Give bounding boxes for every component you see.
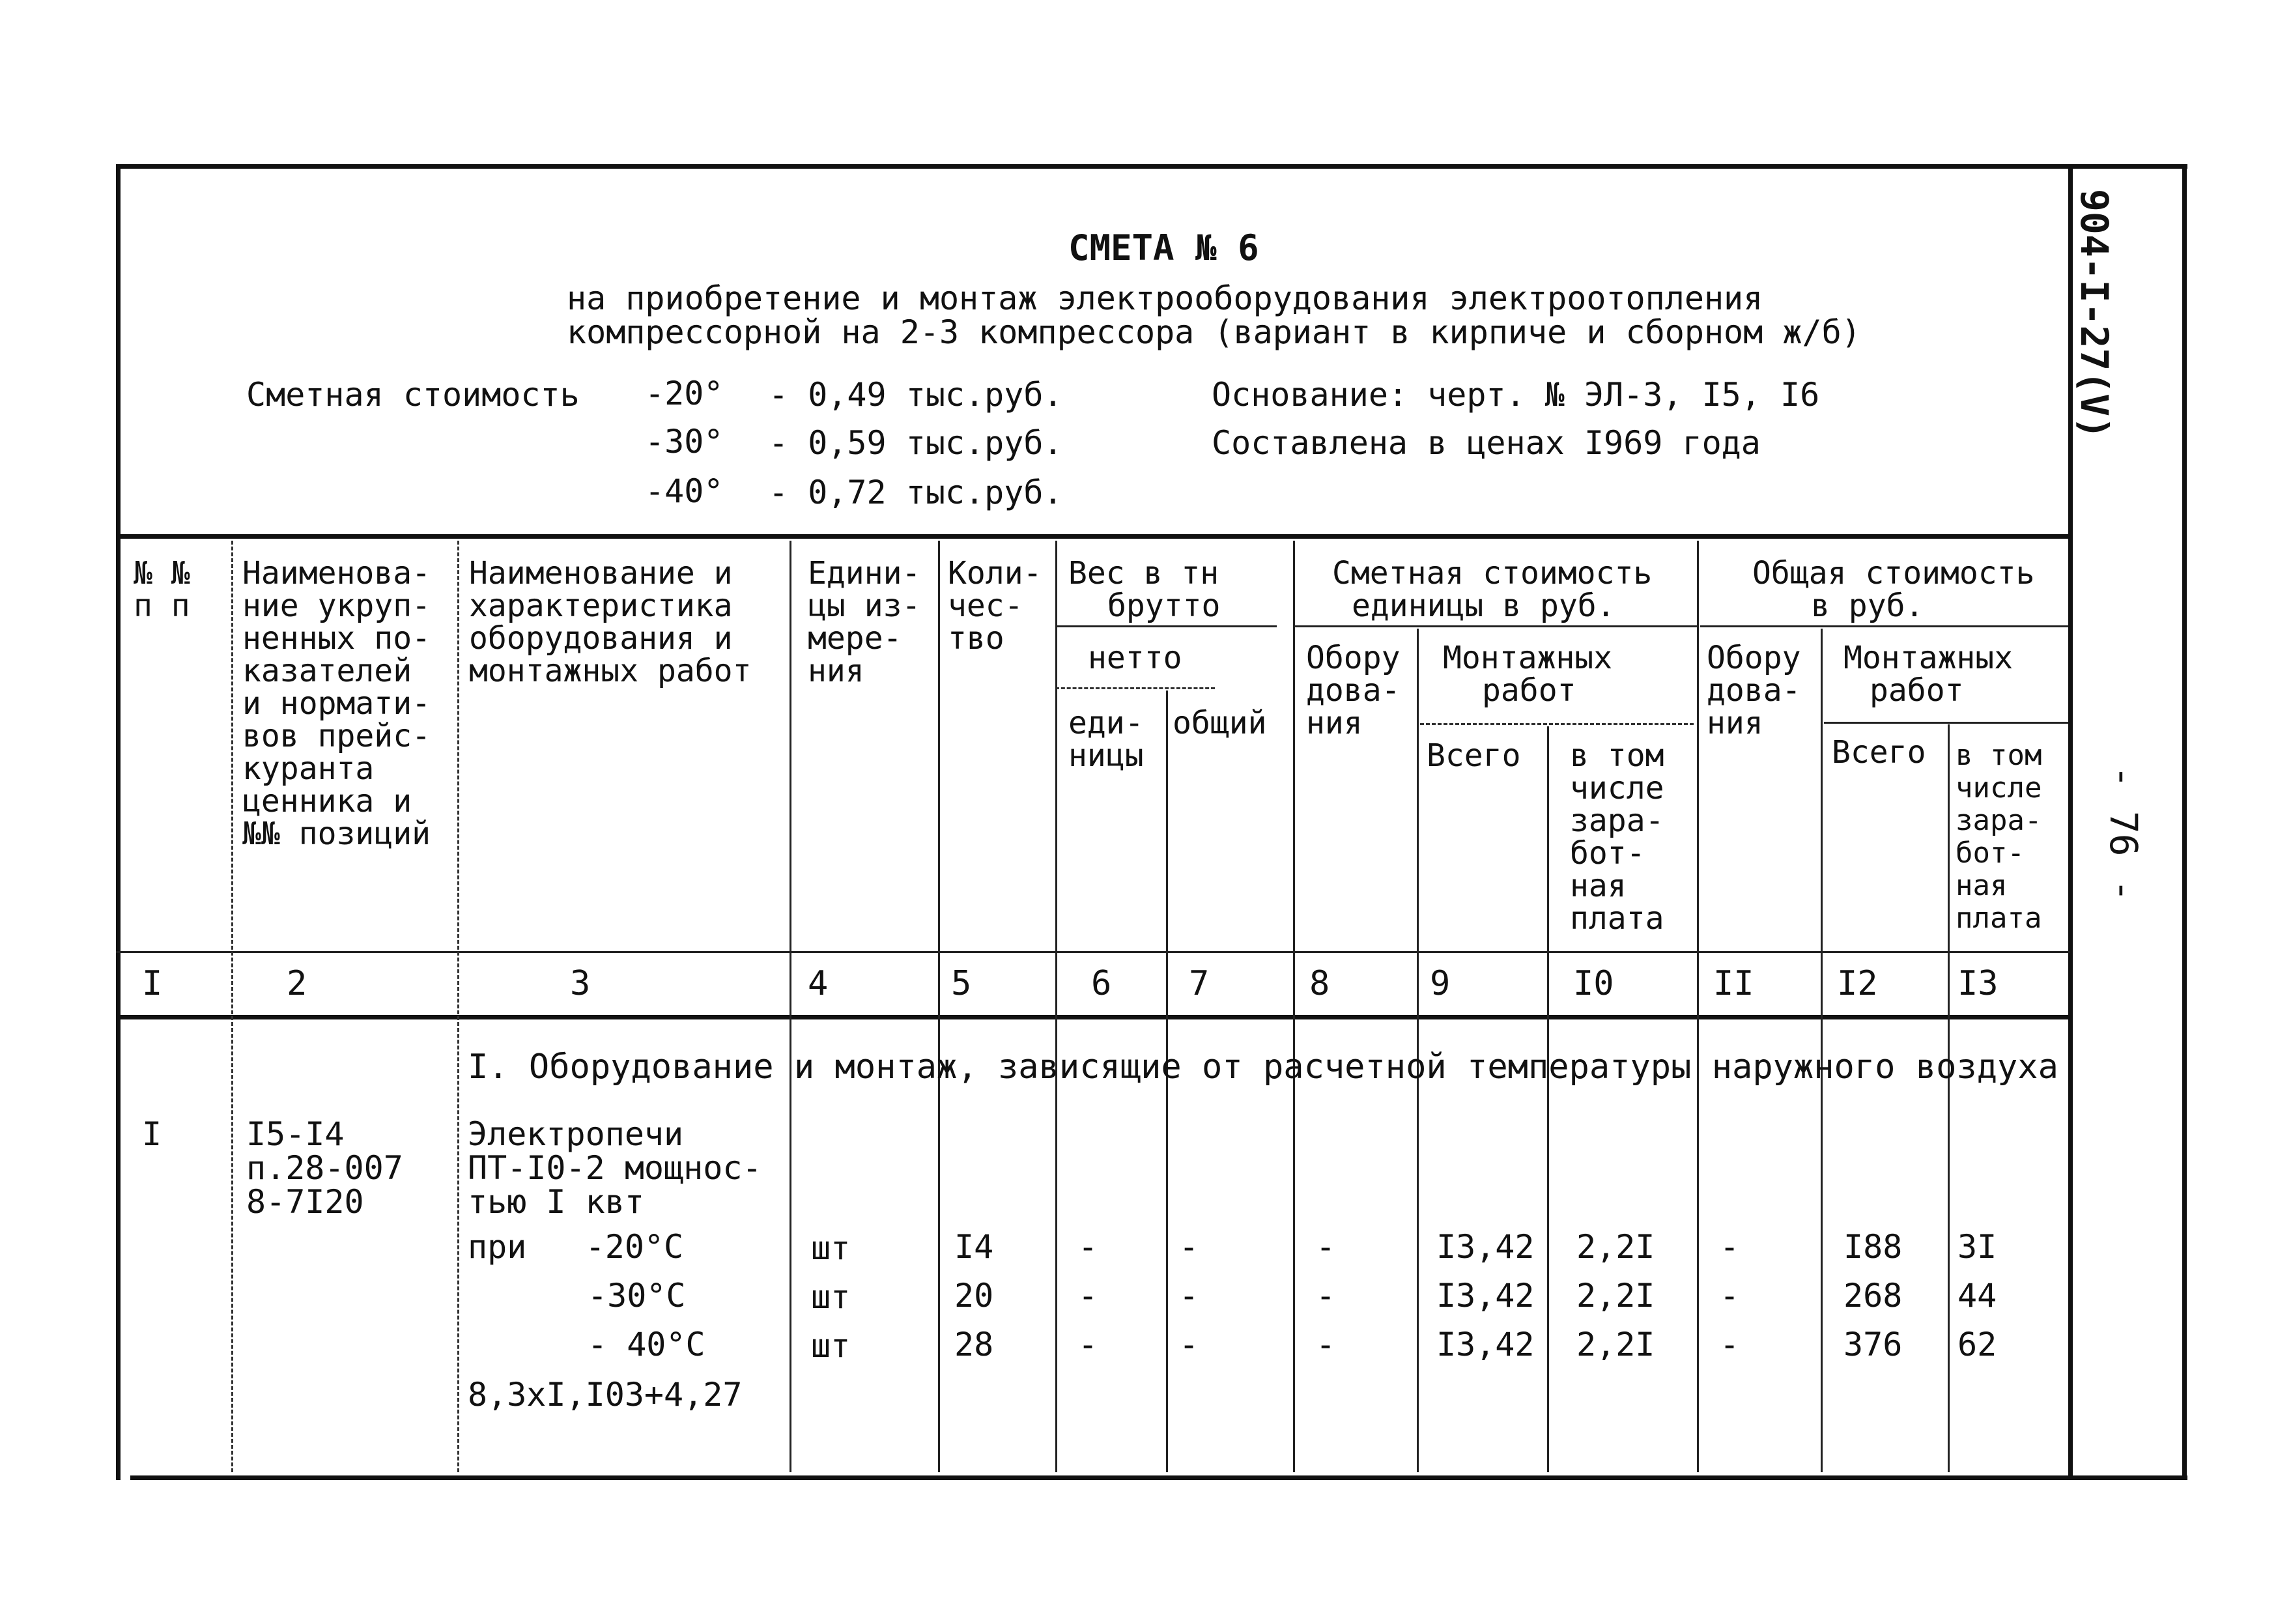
item-formula: 8,3xI,I03+4,27 bbox=[468, 1376, 743, 1414]
row2-unit: шт bbox=[811, 1278, 851, 1316]
row3-t-equip: - bbox=[1720, 1326, 1740, 1363]
header-mont-title-1: Монтажных работ bbox=[1443, 640, 1613, 709]
col-line-9 bbox=[1547, 726, 1549, 1472]
row1-mont: I3,42 bbox=[1436, 1228, 1535, 1266]
col-line-12 bbox=[1948, 724, 1950, 1472]
row2-t-mont: 268 bbox=[1843, 1277, 1903, 1315]
header-c8: Обору дова- ния bbox=[1306, 640, 1401, 741]
colnum-2: 2 bbox=[287, 964, 307, 1003]
doc-subtitle-2: компрессорной на 2-3 компрессора (вариант в кирпиче и сборном ж/б) bbox=[567, 313, 1861, 351]
doc-subtitle-1: на приобретение и монтаж электрооборудования электроотопления bbox=[567, 279, 1763, 317]
row1-equip: - bbox=[1316, 1228, 1336, 1266]
cost-value-1: - 0,49 тыс.руб. bbox=[769, 376, 1063, 414]
row1-t-equip: - bbox=[1720, 1228, 1740, 1266]
col-line-1 bbox=[231, 541, 233, 1472]
item-name: Электропечи ПТ-I0-2 мощнос- тью I квт bbox=[468, 1115, 762, 1221]
colnum-bottom-line bbox=[116, 1015, 2070, 1019]
row2-qty: 20 bbox=[954, 1277, 994, 1315]
cost-value-3: - 0,72 тыс.руб. bbox=[769, 474, 1063, 511]
frame-top bbox=[116, 164, 2187, 169]
page-number: - 76 - bbox=[2101, 765, 2146, 902]
header-mont-title-2: Монтажных работ bbox=[1843, 640, 2014, 709]
col-line-10 bbox=[1697, 541, 1699, 1472]
header-c1: № № п п bbox=[134, 555, 190, 624]
header-weight-title: Вес в тн брутто bbox=[1068, 555, 1221, 624]
row3-equip: - bbox=[1316, 1326, 1336, 1363]
colnum-11: II bbox=[1713, 964, 1754, 1003]
item-number: I bbox=[142, 1115, 162, 1153]
col-line-5 bbox=[1055, 541, 1057, 1472]
header-unit-cost-title: Сметная стоимость единицы в руб. bbox=[1332, 555, 1653, 624]
prices-text: Составлена в ценах I969 года bbox=[1212, 424, 1761, 462]
header-c9: Всего bbox=[1427, 737, 1521, 774]
section-title: I. Оборудование и монтаж, зависящие от расчетной температуры наружного воздуха bbox=[468, 1047, 2058, 1087]
table-top-line bbox=[116, 534, 2070, 539]
cost-label: Сметная стоимость bbox=[246, 376, 580, 414]
doc-title: СМЕТА № 6 bbox=[1068, 227, 1259, 268]
colnum-3: 3 bbox=[570, 964, 591, 1003]
row3-t-mont: 376 bbox=[1843, 1326, 1903, 1363]
header-weight-net: нетто bbox=[1088, 640, 1182, 676]
cost-temp-1: -20° bbox=[645, 375, 724, 412]
frame-left bbox=[116, 164, 121, 1480]
row3-wage: 2,2I bbox=[1576, 1326, 1655, 1363]
row1-label: при -20°C bbox=[468, 1228, 684, 1266]
colnum-8: 8 bbox=[1309, 964, 1330, 1003]
row1-t-wage: 3I bbox=[1957, 1228, 1997, 1266]
row2-t-wage: 44 bbox=[1957, 1277, 1997, 1315]
row1-w-unit: - bbox=[1078, 1228, 1098, 1266]
row2-t-equip: - bbox=[1720, 1277, 1740, 1315]
unit-cost-underline bbox=[1293, 625, 1697, 627]
header-c5: Коли- чес- тво bbox=[948, 555, 1042, 657]
header-total-cost-title: Общая стоимость в руб. bbox=[1752, 555, 2035, 624]
colnum-5: 5 bbox=[951, 964, 972, 1003]
row2-equip: - bbox=[1316, 1277, 1336, 1315]
row3-w-total: - bbox=[1179, 1326, 1199, 1363]
cost-value-2: - 0,59 тыс.руб. bbox=[769, 424, 1063, 462]
header-c6: еди- ницы bbox=[1068, 705, 1144, 774]
row3-t-wage: 62 bbox=[1957, 1326, 1997, 1363]
header-c2: Наименова- ние укруп- ненных по- казателей и нормати- вов прейс- куранта ценника и №№ позиций bbox=[242, 555, 431, 852]
colnum-4: 4 bbox=[808, 964, 829, 1003]
colnum-12: I2 bbox=[1837, 964, 1878, 1003]
colnum-7: 7 bbox=[1189, 964, 1210, 1003]
row3-unit: шт bbox=[811, 1327, 851, 1365]
total-cost-underline bbox=[1700, 625, 2068, 627]
colnum-9: 9 bbox=[1430, 964, 1451, 1003]
row1-wage: 2,2I bbox=[1576, 1228, 1655, 1266]
row1-w-total: - bbox=[1179, 1228, 1199, 1266]
row3-mont: I3,42 bbox=[1436, 1326, 1535, 1363]
header-c11: Обору дова- ния bbox=[1707, 640, 1801, 741]
col-line-4 bbox=[938, 541, 940, 1472]
frame-bottom bbox=[130, 1475, 2187, 1480]
col-line-7 bbox=[1293, 541, 1295, 1472]
mont2-underline bbox=[1824, 722, 2068, 724]
colnum-1: I bbox=[142, 964, 163, 1003]
colnum-10: I0 bbox=[1573, 964, 1614, 1003]
basis-text: Основание: черт. № ЭЛ-3, I5, I6 bbox=[1212, 376, 1820, 414]
colnum-top-line bbox=[116, 951, 2070, 953]
cost-temp-3: -40° bbox=[645, 472, 724, 510]
row1-unit: шт bbox=[811, 1229, 851, 1267]
header-c3: Наименование и характеристика оборудования и монтажных работ bbox=[469, 555, 752, 689]
weight-brutto-underline bbox=[1055, 625, 1277, 627]
header-c4: Едини- цы из- мере- ния bbox=[808, 555, 921, 689]
row2-w-unit: - bbox=[1078, 1277, 1098, 1315]
row3-label: - 40°C bbox=[588, 1326, 705, 1363]
cost-temp-2: -30° bbox=[645, 423, 724, 461]
row1-t-mont: I88 bbox=[1843, 1228, 1903, 1266]
side-code: 904-I-27(V) bbox=[2072, 189, 2116, 440]
header-c12: Всего bbox=[1832, 734, 1926, 771]
item-code: I5-I4 п.28-007 8-7I20 bbox=[246, 1115, 403, 1221]
colnum-6: 6 bbox=[1091, 964, 1112, 1003]
col-line-3 bbox=[790, 541, 791, 1472]
header-c13: в том числе зара- бот- ная плата bbox=[1956, 739, 2042, 935]
row3-w-unit: - bbox=[1078, 1326, 1098, 1363]
weight-netto-underline bbox=[1055, 687, 1215, 689]
colnum-13: I3 bbox=[1957, 964, 1999, 1003]
row2-w-total: - bbox=[1179, 1277, 1199, 1315]
row2-mont: I3,42 bbox=[1436, 1277, 1535, 1315]
row1-qty: I4 bbox=[954, 1228, 994, 1266]
row2-label: -30°C bbox=[588, 1277, 686, 1315]
header-c10: в том числе зара- бот- ная плата bbox=[1570, 737, 1664, 937]
row3-qty: 28 bbox=[954, 1326, 994, 1363]
mont1-underline bbox=[1420, 723, 1694, 725]
header-c7: общий bbox=[1173, 705, 1267, 741]
col-line-2 bbox=[457, 541, 459, 1472]
frame-right-outer bbox=[2182, 164, 2187, 1480]
row2-wage: 2,2I bbox=[1576, 1277, 1655, 1315]
